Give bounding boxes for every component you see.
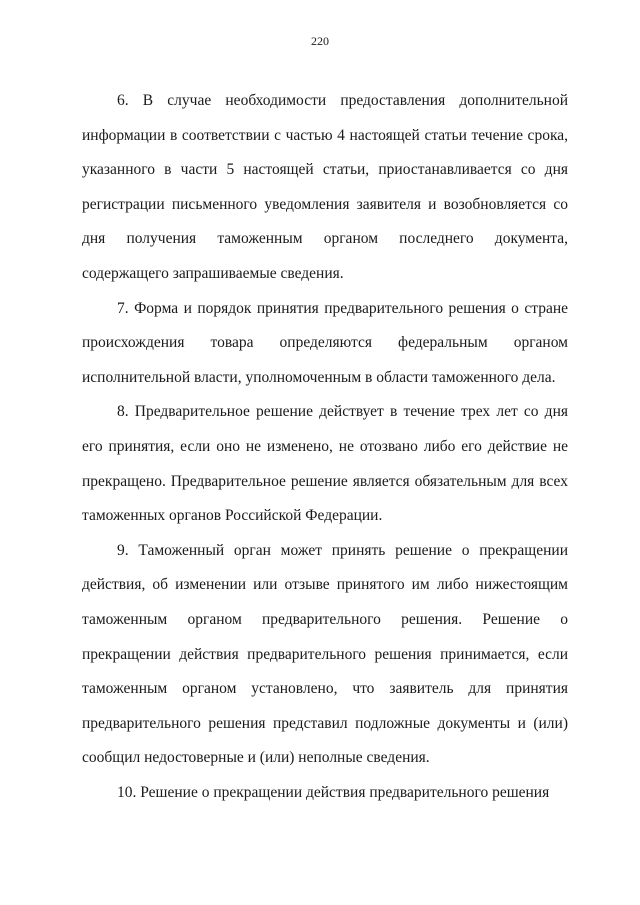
- paragraph-9: 9. Таможенный орган может принять решение о прекращении действия, об изменении или отзыве принятого им либо нижестоящим таможенным органом предварительного решения. Решение о прекращении действия предварительного решения принимается, если таможенным органом установлено, что заявитель для принятия предварительного решения представил подложные документы и (или) сообщил недостоверные и (или) неполные сведения.: [82, 541, 568, 767]
- paragraph-8: 8. Предварительное решение действует в течение трех лет со дня его принятия, если оно не изменено, не отозвано либо его действие не прекращено. Предварительное решение является обязательным для всех таможенных органов Российской Федерации.: [82, 403, 568, 525]
- paragraph-7: 7. Форма и порядок принятия предварительного решения о стране происхождения товара определяются федеральным органом исполнительной власти, уполномоченным в области таможенного дела.: [82, 299, 568, 386]
- paragraph-10: 10. Решение о прекращении действия предварительного решения: [117, 783, 550, 801]
- page-number: 220: [311, 34, 329, 48]
- document-body: [82, 84, 568, 810]
- paragraph-6: 6. В случае необходимости предоставления дополнительной информации в соответствии с частью 4 настоящей статьи течение срока, указанного в части 5 настоящей статьи, приостанавливается со дня регистрации письменного уведомления заявителя и возобновляется со дня получения таможенным органом последнего документа, содержащего запрашиваемые сведения.: [82, 92, 568, 282]
